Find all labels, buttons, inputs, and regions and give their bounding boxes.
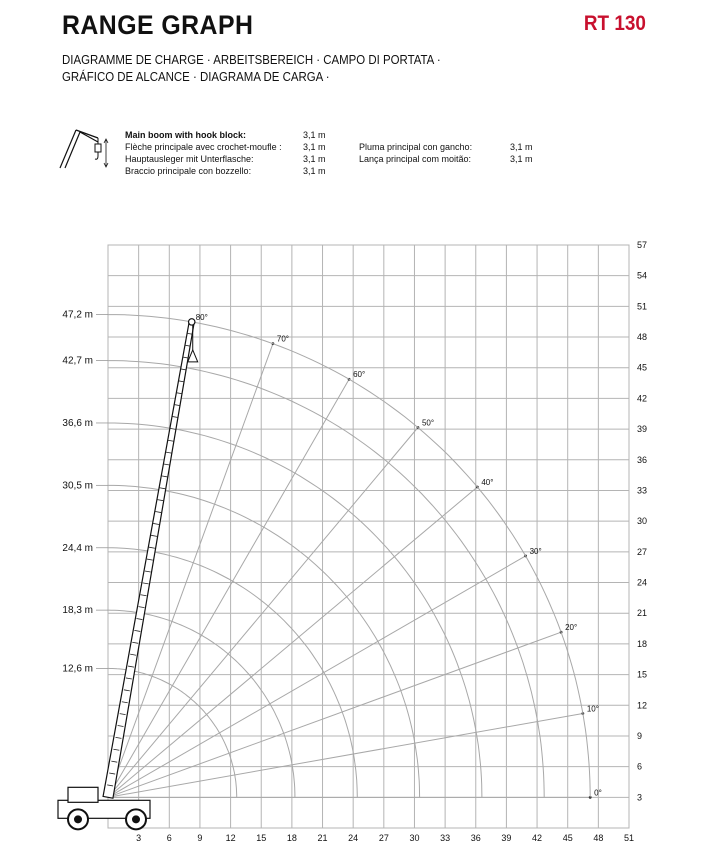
y-tick-label: 24 bbox=[637, 577, 648, 588]
angle-line bbox=[108, 713, 583, 797]
boom-length-label: 36,6 m bbox=[62, 417, 93, 429]
angle-label: 0° bbox=[594, 788, 602, 798]
boom-sheave bbox=[189, 319, 195, 325]
x-tick-label: 24 bbox=[348, 833, 359, 843]
y-tick-label: 57 bbox=[637, 240, 648, 250]
info-label: Hauptausleger mit Unterflasche: bbox=[125, 154, 254, 164]
crane-wheel-hub bbox=[74, 815, 82, 823]
x-tick-label: 30 bbox=[409, 833, 420, 843]
info-label: Lança principal com moitão: bbox=[359, 154, 472, 164]
info-value: 3,1 m bbox=[303, 130, 326, 140]
y-tick-label: 27 bbox=[637, 546, 648, 557]
angle-line bbox=[108, 487, 477, 797]
model-name: RT 130 bbox=[584, 12, 646, 35]
x-tick-label: 42 bbox=[532, 833, 543, 843]
angle-line bbox=[108, 344, 273, 798]
y-tick-label: 18 bbox=[637, 638, 648, 649]
angle-label: 10° bbox=[586, 704, 599, 714]
y-tick-label: 33 bbox=[637, 485, 648, 496]
angle-label: 40° bbox=[481, 478, 494, 488]
info-value: 3,1 m bbox=[303, 154, 326, 164]
y-tick-label: 12 bbox=[637, 700, 648, 711]
angle-label: 20° bbox=[565, 623, 578, 633]
y-tick-label: 42 bbox=[637, 393, 648, 404]
y-tick-label: 30 bbox=[637, 516, 648, 527]
y-tick-label: 15 bbox=[637, 669, 648, 680]
boom-length-label: 42,7 m bbox=[62, 355, 93, 367]
plot-frame bbox=[108, 245, 629, 828]
y-tick-label: 54 bbox=[637, 270, 648, 281]
y-tick-label: 48 bbox=[637, 332, 648, 343]
info-value: 3,1 m bbox=[510, 154, 533, 164]
info-label: Main boom with hook block: bbox=[125, 130, 246, 140]
boom-length-label: 12,6 m bbox=[62, 663, 93, 675]
y-tick-label: 45 bbox=[637, 362, 648, 373]
x-tick-label: 36 bbox=[470, 833, 481, 843]
boom-length-label: 24,4 m bbox=[62, 542, 93, 554]
angle-line bbox=[108, 556, 526, 797]
angle-label: 80° bbox=[195, 312, 208, 322]
x-tick-label: 39 bbox=[501, 833, 512, 843]
crane-wheel-hub bbox=[132, 815, 140, 823]
angle-label: 70° bbox=[276, 334, 290, 344]
y-tick-label: 21 bbox=[637, 608, 648, 619]
x-tick-label: 18 bbox=[286, 833, 297, 843]
x-tick-label: 6 bbox=[166, 833, 172, 843]
subtitle-line-1: DIAGRAMME DE CHARGE · ARBEITSBEREICH · CAMPO DI PORTATA · bbox=[62, 52, 441, 67]
page-title: RANGE GRAPH bbox=[62, 10, 254, 40]
info-value: 3,1 m bbox=[303, 142, 326, 152]
x-tick-label: 33 bbox=[440, 833, 451, 843]
y-tick-label: 9 bbox=[637, 730, 643, 741]
angle-label: 50° bbox=[421, 418, 435, 428]
info-label: Braccio principale con bozzello: bbox=[125, 166, 252, 176]
y-tick-label: 51 bbox=[637, 301, 648, 312]
x-tick-label: 51 bbox=[623, 833, 635, 843]
subtitle-line-2: GRÁFICO DE ALCANCE · DIAGRAMA DE CARGA · bbox=[62, 69, 330, 84]
x-tick-label: 27 bbox=[378, 833, 389, 843]
boom-length-label: 47,2 m bbox=[62, 309, 93, 321]
info-label: Pluma principal con gancho: bbox=[359, 142, 473, 152]
info-label: Flèche principale avec crochet-moufle : bbox=[125, 142, 282, 152]
angle-label: 60° bbox=[353, 370, 366, 380]
y-tick-label: 36 bbox=[637, 454, 648, 465]
angle-line bbox=[108, 632, 561, 797]
x-tick-label: 3 bbox=[136, 833, 142, 843]
y-tick-label: 3 bbox=[637, 792, 643, 803]
x-tick-label: 9 bbox=[197, 833, 203, 843]
y-tick-label: 39 bbox=[637, 424, 648, 435]
x-tick-label: 48 bbox=[593, 833, 604, 843]
info-value: 3,1 m bbox=[303, 166, 326, 176]
angle-line bbox=[108, 427, 418, 797]
boom-length-label: 18,3 m bbox=[62, 605, 93, 617]
crane-cab bbox=[68, 787, 98, 802]
x-tick-label: 45 bbox=[562, 833, 573, 843]
boom-length-label: 30,5 m bbox=[62, 480, 93, 492]
x-tick-label: 12 bbox=[225, 833, 236, 843]
info-value: 3,1 m bbox=[510, 142, 533, 152]
angle-label: 30° bbox=[529, 546, 542, 556]
x-tick-label: 21 bbox=[317, 833, 328, 843]
x-tick-label: 15 bbox=[256, 833, 267, 843]
y-tick-label: 6 bbox=[637, 761, 643, 772]
